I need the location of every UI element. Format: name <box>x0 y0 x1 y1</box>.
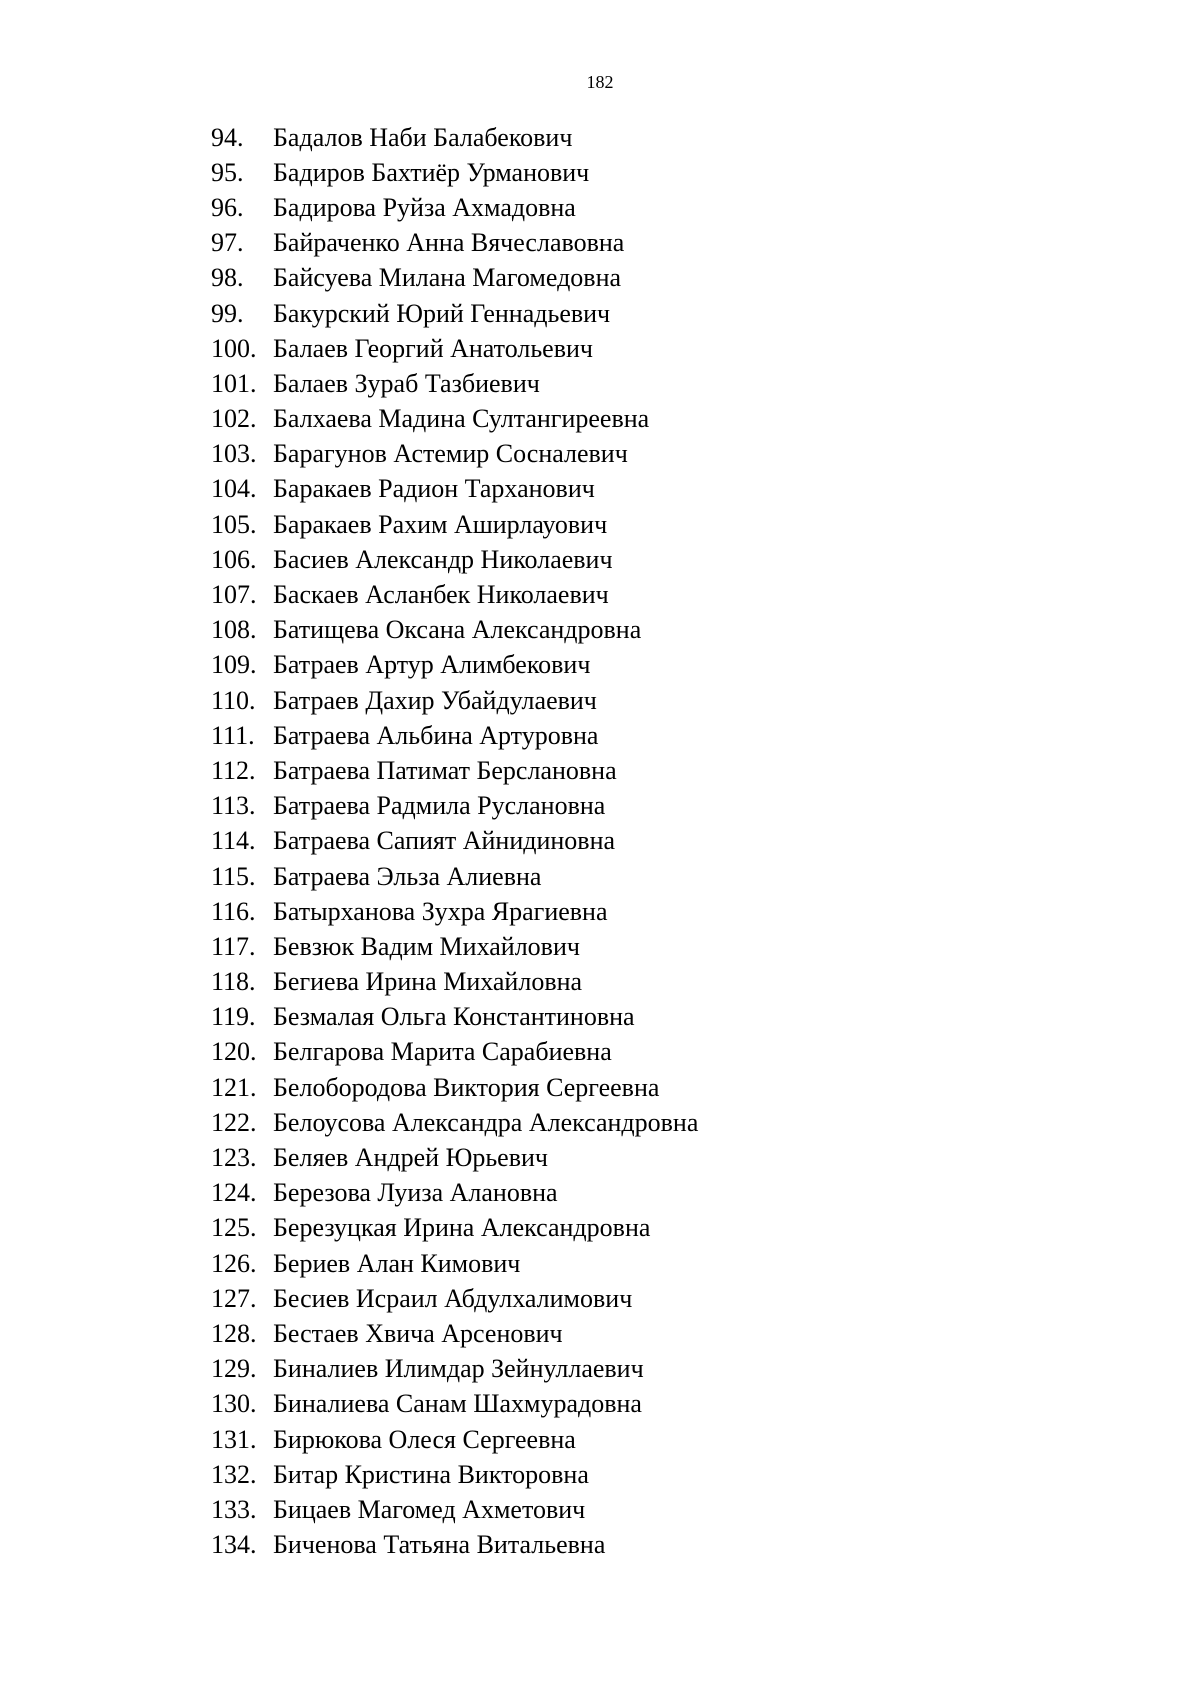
list-item <box>211 190 698 225</box>
item-name: Биналиев Илимдар Зейнуллаевич <box>273 1354 644 1384</box>
item-number: 128. <box>211 1318 257 1348</box>
item-number: 131. <box>211 1424 257 1454</box>
item-number: 124. <box>211 1178 257 1208</box>
list-item <box>211 472 698 507</box>
item-name: Бадиров Бахтиёр Урманович <box>273 157 590 187</box>
item-name: Бевзюк Вадим Михайлович <box>273 931 580 961</box>
item-name: Балаев Зураб Тазбиевич <box>273 368 540 398</box>
item-name: Белоусова Александра Александровна <box>273 1107 699 1137</box>
item-number: 95. <box>211 157 244 187</box>
item-number: 100. <box>211 333 257 363</box>
list-item <box>211 577 698 612</box>
item-number: 113. <box>211 791 256 821</box>
list-item <box>211 1316 698 1351</box>
list-item <box>211 507 698 542</box>
item-name: Бадалов Наби Балабекович <box>273 122 573 152</box>
list-item <box>211 965 698 1000</box>
item-name: Бесиев Исраил Абдулхалимович <box>273 1283 633 1313</box>
item-number: 115. <box>211 861 256 891</box>
list-item <box>211 1457 698 1492</box>
list-item <box>211 155 698 190</box>
item-name: Батраев Артур Алимбекович <box>273 650 591 680</box>
item-name: Бирюкова Олеся Сергеевна <box>273 1424 576 1454</box>
list-item <box>211 929 698 964</box>
item-number: 103. <box>211 439 257 469</box>
item-number: 102. <box>211 404 257 434</box>
item-number: 105. <box>211 509 257 539</box>
item-name: Батраев Дахир Убайдулаевич <box>273 685 597 715</box>
item-number: 109. <box>211 650 257 680</box>
list-item <box>211 331 698 366</box>
item-name: Барагунов Астемир Сосналевич <box>273 439 628 469</box>
item-number: 108. <box>211 615 257 645</box>
item-name: Бестаев Хвича Арсенович <box>273 1318 563 1348</box>
list-item <box>211 753 698 788</box>
item-number: 130. <box>211 1389 257 1419</box>
list-item <box>211 1000 698 1035</box>
item-number: 132. <box>211 1459 257 1489</box>
item-number: 97. <box>211 228 244 258</box>
item-name: Балаев Георгий Анатольевич <box>273 333 593 363</box>
item-number: 133. <box>211 1494 257 1524</box>
item-number: 112. <box>211 755 256 785</box>
list-item <box>211 1422 698 1457</box>
list-item <box>211 1387 698 1422</box>
list-item <box>211 824 698 859</box>
list-item <box>211 226 698 261</box>
item-number: 98. <box>211 263 244 293</box>
item-name: Бадирова Руйза Ахмадовна <box>273 192 576 222</box>
item-name: Безмалая Ольга Константиновна <box>273 1002 635 1032</box>
item-number: 94. <box>211 122 244 152</box>
list-item <box>211 437 698 472</box>
list-item <box>211 261 698 296</box>
list-item <box>211 1352 698 1387</box>
item-name: Баракаев Рахим Аширлауович <box>273 509 608 539</box>
item-name: Батырханова Зухра Ярагиевна <box>273 896 608 926</box>
item-name: Батищева Оксана Александровна <box>273 615 642 645</box>
list-item <box>211 1281 698 1316</box>
list-item <box>211 1176 698 1211</box>
item-number: 123. <box>211 1143 257 1173</box>
item-name: Бакурский Юрий Геннадьевич <box>273 298 611 328</box>
list-item <box>211 648 698 683</box>
item-number: 116. <box>211 896 256 926</box>
item-name: Белобородова Виктория Сергеевна <box>273 1072 660 1102</box>
list-item <box>211 718 698 753</box>
list-item <box>211 1140 698 1175</box>
item-number: 118. <box>211 967 256 997</box>
item-number: 111. <box>211 720 255 750</box>
item-name: Бериев Алан Кимович <box>273 1248 521 1278</box>
item-name: Березуцкая Ирина Александровна <box>273 1213 651 1243</box>
list-item <box>211 683 698 718</box>
item-name: Битар Кристина Викторовна <box>273 1459 589 1489</box>
item-number: 99. <box>211 298 244 328</box>
item-number: 110. <box>211 685 256 715</box>
item-number: 114. <box>211 826 256 856</box>
list-item <box>211 613 698 648</box>
item-number: 104. <box>211 474 257 504</box>
item-name: Белгарова Марита Сарабиевна <box>273 1037 612 1067</box>
item-name: Баракаев Радион Тарханович <box>273 474 595 504</box>
item-name: Байсуева Милана Магомедовна <box>273 263 622 293</box>
item-name: Байраченко Анна Вячеславовна <box>273 228 625 258</box>
item-number: 119. <box>211 1002 256 1032</box>
item-number: 127. <box>211 1283 257 1313</box>
item-name: Бицаев Магомед Ахметович <box>273 1494 586 1524</box>
item-name: Баскаев Асланбек Николаевич <box>273 580 609 610</box>
list-item <box>211 1528 698 1563</box>
item-name: Беляев Андрей Юрьевич <box>273 1143 548 1173</box>
item-name: Биченова Татьяна Витальевна <box>273 1530 606 1560</box>
item-name: Березова Луиза Алановна <box>273 1178 558 1208</box>
item-number: 129. <box>211 1354 257 1384</box>
item-number: 126. <box>211 1248 257 1278</box>
item-number: 101. <box>211 368 257 398</box>
item-name: Батраева Альбина Артуровна <box>273 720 599 750</box>
list-item <box>211 542 698 577</box>
list-item <box>211 120 698 155</box>
list-item <box>211 859 698 894</box>
name-list <box>211 120 698 1563</box>
item-name: Бегиева Ирина Михайловна <box>273 967 583 997</box>
item-name: Батраева Сапият Айнидиновна <box>273 826 616 856</box>
item-number: 122. <box>211 1107 257 1137</box>
item-name: Батраева Патимат Берслановна <box>273 755 617 785</box>
item-number: 120. <box>211 1037 257 1067</box>
item-number: 106. <box>211 544 257 574</box>
item-name: Балхаева Мадина Султангиреевна <box>273 404 650 434</box>
list-item <box>211 1035 698 1070</box>
list-item <box>211 1105 698 1140</box>
list-item <box>211 366 698 401</box>
list-item <box>211 894 698 929</box>
item-number: 125. <box>211 1213 257 1243</box>
item-number: 134. <box>211 1530 257 1560</box>
item-name: Биналиева Санам Шахмурадовна <box>273 1389 642 1419</box>
list-item <box>211 1492 698 1527</box>
item-name: Батраева Эльза Алиевна <box>273 861 542 891</box>
item-number: 121. <box>211 1072 257 1102</box>
item-number: 117. <box>211 931 256 961</box>
list-item <box>211 1211 698 1246</box>
list-item <box>211 1070 698 1105</box>
item-name: Басиев Александр Николаевич <box>273 544 613 574</box>
item-number: 96. <box>211 192 244 222</box>
list-item <box>211 789 698 824</box>
page-number: 182 <box>586 72 614 92</box>
list-item <box>211 402 698 437</box>
item-number: 107. <box>211 580 257 610</box>
list-item <box>211 1246 698 1281</box>
item-name: Батраева Радмила Руслановна <box>273 791 606 821</box>
list-item <box>211 296 698 331</box>
